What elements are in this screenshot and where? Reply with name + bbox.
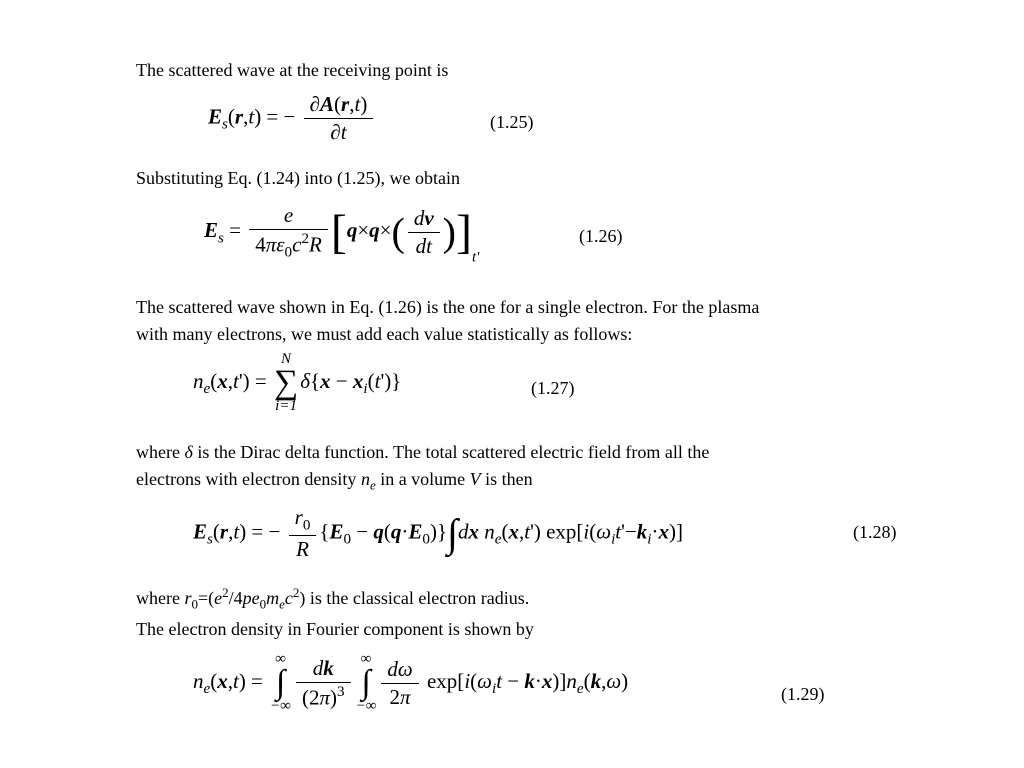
equation-1-26: $E_s$ = $\frac{e}{4\pi\varepsilon_0c^2R}$ [q×q×( $\frac{dv}{dt}$ )]$_{t'}$ — [204, 203, 480, 266]
text-electrons: electrons with electron density — [136, 469, 357, 489]
paragraph-4-line-1 — [136, 441, 709, 463]
equation-number: (1.28) — [853, 522, 897, 542]
paragraph-4-line-2 — [136, 468, 533, 497]
paragraph-3-line-2: with many electrons, we must add each value statistically as follows: — [136, 324, 633, 344]
subscript-e: e — [369, 477, 376, 493]
superscript-2: 2 — [222, 585, 229, 600]
equation-number: (1.26) — [579, 226, 623, 246]
text-slash: /4 — [228, 588, 243, 609]
equation-1-29: $n_e(x,t)$ = ∞ ∫ −∞ $\frac{dk}{(2\pi)^3}$ ∞ ∫ −∞ $\frac{d\omega}{2\pi}$ $\exp[i(\omega_it - k\cdot x)]n_e(k,\omega)$ — [193, 651, 629, 714]
paragraph-3-line-1: The scattered wave shown in Eq. (1.26) is the one for a single electron. For the plasma — [136, 297, 760, 317]
subscript-0: 0 — [191, 596, 198, 612]
symbol-V: V — [469, 469, 481, 489]
text-where: where — [136, 442, 180, 462]
symbol-m: m — [266, 588, 280, 609]
delta-symbol: δ — [184, 442, 193, 462]
symbol-pe: pe — [242, 588, 260, 609]
subscript-e: e — [279, 596, 285, 612]
equation-number: (1.25) — [490, 112, 534, 132]
text-dirac: is the Dirac delta function. The total scattered electric field from all the — [197, 442, 710, 462]
equation-1-25: $E_s(r,t)$ = − $\frac{\partial A(r,t)}{\partial t}$ — [208, 92, 376, 145]
paragraph-1: The scattered wave at the receiving point is — [136, 60, 449, 80]
text-volume: in a volume — [380, 469, 466, 489]
text-is-then: is then — [485, 469, 533, 489]
text-where: where — [136, 588, 180, 609]
symbol-e: e — [214, 588, 223, 609]
text-radius: ) is the classical electron radius. — [299, 588, 530, 609]
superscript-2: 2 — [292, 585, 300, 600]
subscript-0: 0 — [259, 596, 267, 612]
symbol-r: r — [184, 588, 192, 609]
paragraph-6: The electron density in Fourier component is shown by — [136, 619, 534, 639]
equation-1-27: $n_e(x,t')$ = N ∑ i=1 $\delta\{x - x_i(t')\}$ — [193, 351, 402, 414]
text-equals: =( — [197, 588, 215, 609]
symbol-n: n — [360, 469, 370, 489]
paragraph-2: Substituting Eq. (1.24) into (1.25), we obtain — [136, 168, 460, 188]
equation-number: (1.29) — [781, 684, 825, 704]
symbol-c: c — [284, 588, 293, 609]
paragraph-5 — [136, 582, 529, 616]
equation-1-28: $E_s(r,t)$ = − $\frac{r_0}{R}$ $\{E_0 - q(q\cdot E_0)\}\int dx$ $n_e(x,t')$ $\exp[i(\omega_it'-k_i\cdot x)]$ — [193, 505, 683, 562]
equation-number: (1.27) — [531, 378, 575, 398]
